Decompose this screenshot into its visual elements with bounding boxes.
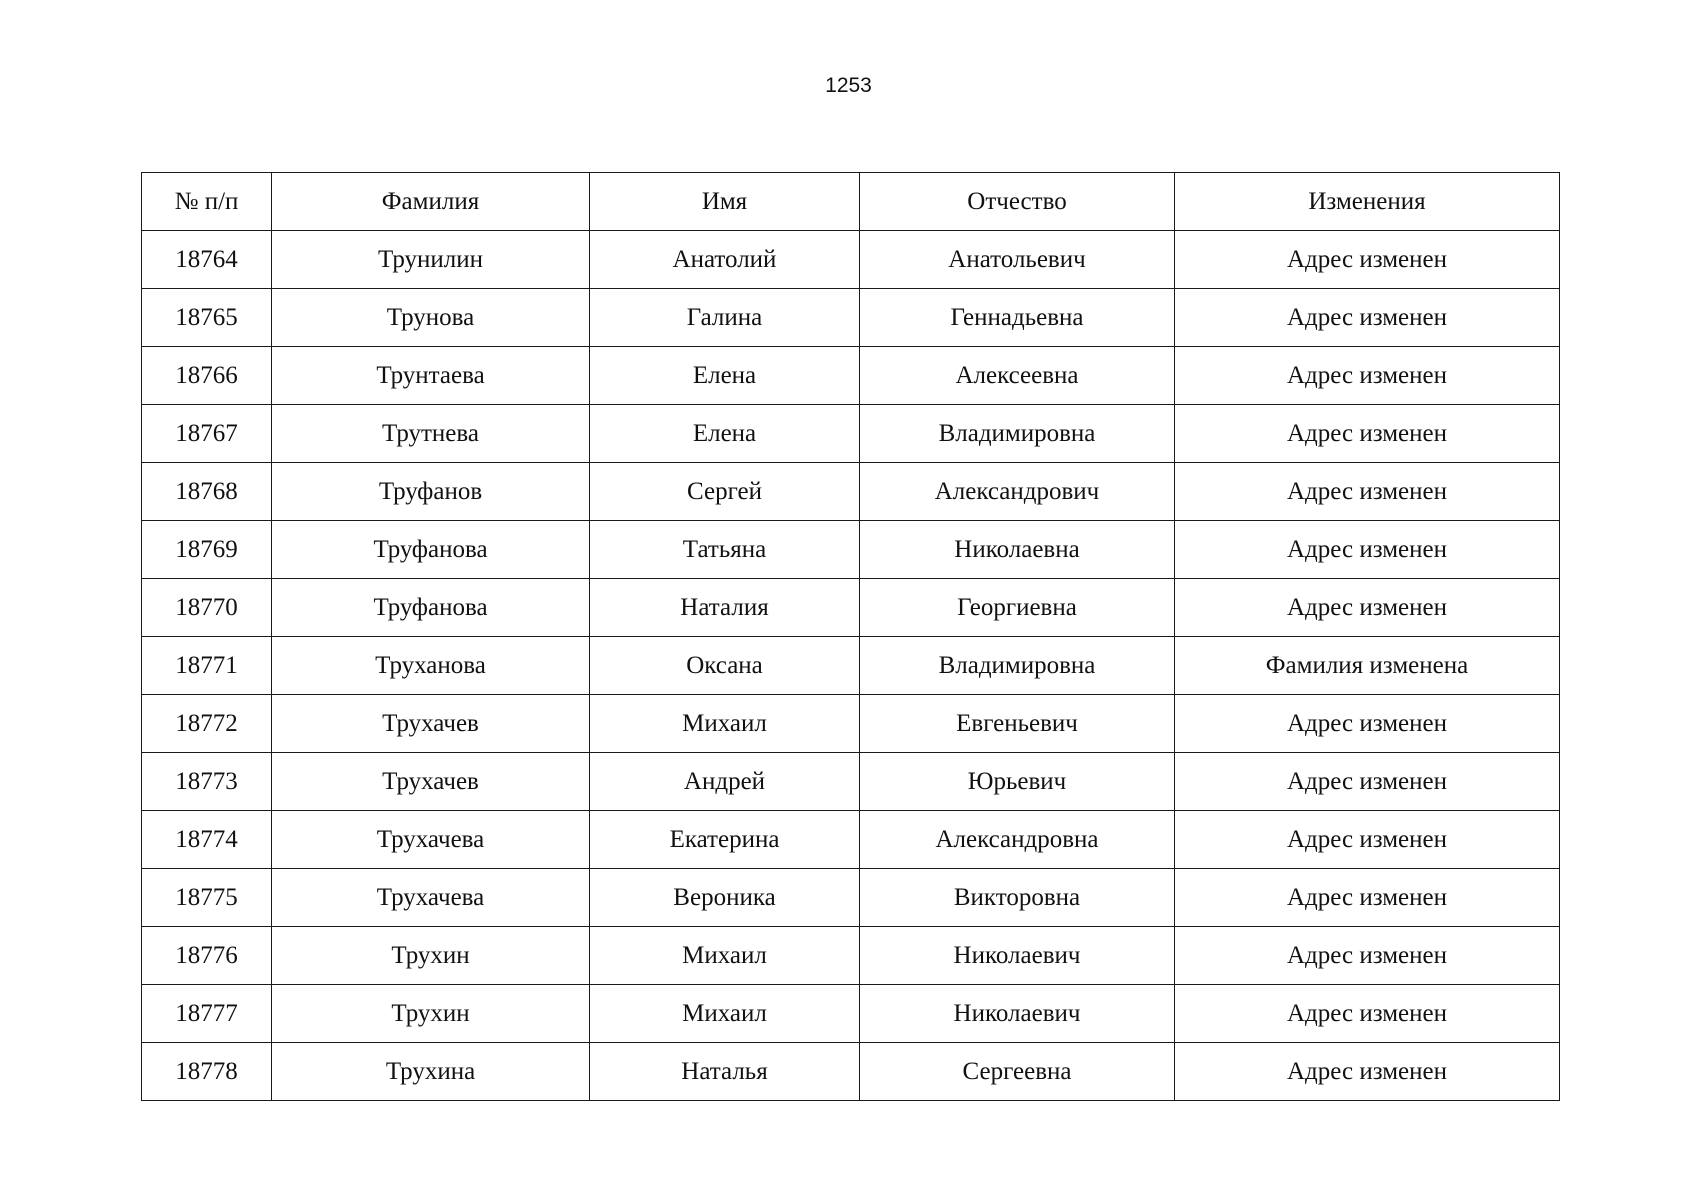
table-row bbox=[142, 637, 1560, 695]
cell-patronymic: Николаевна bbox=[860, 521, 1175, 579]
cell-number: 18770 bbox=[142, 579, 272, 637]
cell-patronymic: Викторовна bbox=[860, 869, 1175, 927]
cell-first-name: Оксана bbox=[590, 637, 860, 695]
cell-patronymic: Юрьевич bbox=[860, 753, 1175, 811]
cell-patronymic: Александровна bbox=[860, 811, 1175, 869]
table-row bbox=[142, 521, 1560, 579]
cell-number: 18778 bbox=[142, 1043, 272, 1101]
cell-changes: Адрес изменен bbox=[1175, 1043, 1560, 1101]
table-row bbox=[142, 927, 1560, 985]
cell-last-name: Трутнева bbox=[272, 405, 590, 463]
table-row bbox=[142, 811, 1560, 869]
cell-changes: Адрес изменен bbox=[1175, 579, 1560, 637]
cell-first-name: Наталья bbox=[590, 1043, 860, 1101]
cell-number: 18774 bbox=[142, 811, 272, 869]
cell-patronymic: Алексеевна bbox=[860, 347, 1175, 405]
cell-patronymic: Николаевич bbox=[860, 985, 1175, 1043]
cell-number: 18769 bbox=[142, 521, 272, 579]
cell-number: 18768 bbox=[142, 463, 272, 521]
cell-patronymic: Владимировна bbox=[860, 405, 1175, 463]
cell-changes: Адрес изменен bbox=[1175, 289, 1560, 347]
cell-number: 18775 bbox=[142, 869, 272, 927]
cell-changes: Адрес изменен bbox=[1175, 927, 1560, 985]
cell-patronymic: Евгеньевич bbox=[860, 695, 1175, 753]
cell-last-name: Труфанова bbox=[272, 579, 590, 637]
cell-last-name: Трунилин bbox=[272, 231, 590, 289]
cell-last-name: Трухин bbox=[272, 927, 590, 985]
cell-number: 18765 bbox=[142, 289, 272, 347]
cell-number: 18772 bbox=[142, 695, 272, 753]
cell-last-name: Трухин bbox=[272, 985, 590, 1043]
cell-last-name: Трухачева bbox=[272, 811, 590, 869]
cell-first-name: Анатолий bbox=[590, 231, 860, 289]
header-number: № п/п bbox=[142, 173, 272, 231]
cell-number: 18776 bbox=[142, 927, 272, 985]
cell-changes: Адрес изменен bbox=[1175, 463, 1560, 521]
table-row bbox=[142, 463, 1560, 521]
cell-patronymic: Геннадьевна bbox=[860, 289, 1175, 347]
cell-patronymic: Владимировна bbox=[860, 637, 1175, 695]
header-patronymic: Отчество bbox=[860, 173, 1175, 231]
cell-first-name: Михаил bbox=[590, 927, 860, 985]
cell-changes: Адрес изменен bbox=[1175, 869, 1560, 927]
cell-first-name: Наталия bbox=[590, 579, 860, 637]
cell-first-name: Елена bbox=[590, 405, 860, 463]
cell-number: 18771 bbox=[142, 637, 272, 695]
cell-first-name: Андрей bbox=[590, 753, 860, 811]
cell-first-name: Елена bbox=[590, 347, 860, 405]
cell-patronymic: Анатольевич bbox=[860, 231, 1175, 289]
cell-patronymic: Георгиевна bbox=[860, 579, 1175, 637]
cell-changes: Адрес изменен bbox=[1175, 985, 1560, 1043]
cell-patronymic: Александрович bbox=[860, 463, 1175, 521]
table-row bbox=[142, 869, 1560, 927]
table-body bbox=[142, 231, 1560, 1101]
cell-last-name: Труханова bbox=[272, 637, 590, 695]
cell-first-name: Татьяна bbox=[590, 521, 860, 579]
cell-changes: Адрес изменен bbox=[1175, 811, 1560, 869]
cell-last-name: Трухачев bbox=[272, 695, 590, 753]
table-row bbox=[142, 347, 1560, 405]
table-row bbox=[142, 753, 1560, 811]
table-row bbox=[142, 579, 1560, 637]
table-header-row bbox=[142, 173, 1560, 231]
header-changes: Изменения bbox=[1175, 173, 1560, 231]
cell-last-name: Труфанов bbox=[272, 463, 590, 521]
cell-changes: Адрес изменен bbox=[1175, 521, 1560, 579]
cell-number: 18766 bbox=[142, 347, 272, 405]
cell-first-name: Михаил bbox=[590, 695, 860, 753]
cell-first-name: Екатерина bbox=[590, 811, 860, 869]
cell-last-name: Трухина bbox=[272, 1043, 590, 1101]
cell-changes: Фамилия изменена bbox=[1175, 637, 1560, 695]
table-row bbox=[142, 985, 1560, 1043]
cell-last-name: Трухачева bbox=[272, 869, 590, 927]
cell-last-name: Труфанова bbox=[272, 521, 590, 579]
cell-first-name: Вероника bbox=[590, 869, 860, 927]
cell-number: 18773 bbox=[142, 753, 272, 811]
cell-first-name: Галина bbox=[590, 289, 860, 347]
cell-last-name: Трунтаева bbox=[272, 347, 590, 405]
cell-changes: Адрес изменен bbox=[1175, 753, 1560, 811]
table-row bbox=[142, 289, 1560, 347]
page-number: 1253 bbox=[825, 74, 872, 97]
cell-number: 18764 bbox=[142, 231, 272, 289]
cell-changes: Адрес изменен bbox=[1175, 405, 1560, 463]
cell-first-name: Сергей bbox=[590, 463, 860, 521]
table-row bbox=[142, 695, 1560, 753]
cell-changes: Адрес изменен bbox=[1175, 347, 1560, 405]
registry-table bbox=[141, 172, 1560, 1101]
cell-number: 18777 bbox=[142, 985, 272, 1043]
table-row bbox=[142, 405, 1560, 463]
cell-first-name: Михаил bbox=[590, 985, 860, 1043]
cell-number: 18767 bbox=[142, 405, 272, 463]
cell-last-name: Трухачев bbox=[272, 753, 590, 811]
table-row bbox=[142, 231, 1560, 289]
header-first-name: Имя bbox=[590, 173, 860, 231]
cell-patronymic: Сергеевна bbox=[860, 1043, 1175, 1101]
header-last-name: Фамилия bbox=[272, 173, 590, 231]
cell-changes: Адрес изменен bbox=[1175, 231, 1560, 289]
table-row bbox=[142, 1043, 1560, 1101]
cell-changes: Адрес изменен bbox=[1175, 695, 1560, 753]
cell-last-name: Трунова bbox=[272, 289, 590, 347]
cell-patronymic: Николаевич bbox=[860, 927, 1175, 985]
